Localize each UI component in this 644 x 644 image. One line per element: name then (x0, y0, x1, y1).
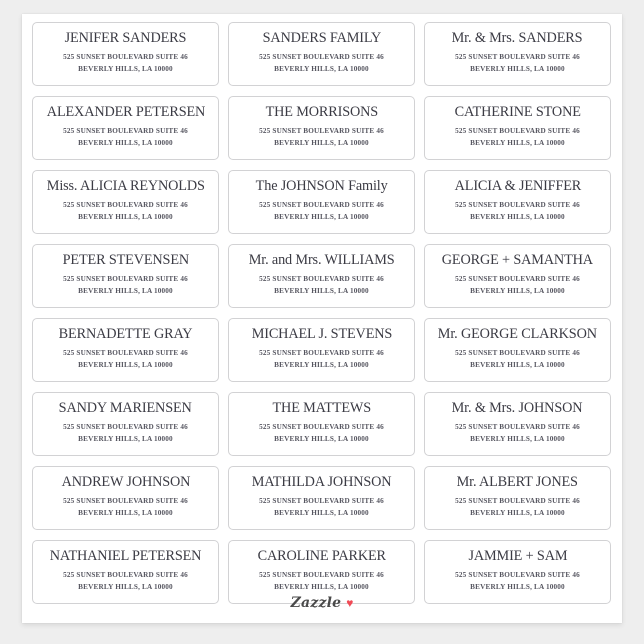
label-recipient-name: CATHERINE STONE (454, 103, 581, 120)
label-recipient-name: THE MATTEWS (272, 399, 371, 416)
address-label-card[interactable] (32, 244, 219, 308)
address-label-card[interactable] (424, 392, 611, 456)
address-label-card[interactable] (424, 170, 611, 234)
label-address-line-2: BEVERLY HILLS, LA 10000 (274, 434, 369, 443)
label-address-line-2: BEVERLY HILLS, LA 10000 (78, 138, 173, 147)
address-label-card[interactable] (32, 392, 219, 456)
address-label-card[interactable] (228, 244, 415, 308)
label-address-line-2: BEVERLY HILLS, LA 10000 (78, 64, 173, 73)
label-address-line-2: BEVERLY HILLS, LA 10000 (78, 212, 173, 221)
label-address (63, 52, 188, 75)
label-recipient-name: THE MORRISONS (265, 103, 378, 120)
address-label-card[interactable] (32, 318, 219, 382)
label-address-line-2: BEVERLY HILLS, LA 10000 (470, 286, 565, 295)
label-address-line-1: 525 SUNSET BOULEVARD SUITE 46 (63, 201, 188, 210)
label-address (259, 126, 384, 149)
label-recipient-name: Mr. and Mrs. WILLIAMS (248, 251, 395, 268)
label-address (259, 496, 384, 519)
label-address-line-1: 525 SUNSET BOULEVARD SUITE 46 (259, 275, 384, 284)
label-address (455, 200, 580, 223)
label-address-line-2: BEVERLY HILLS, LA 10000 (274, 138, 369, 147)
label-address-line-1: 525 SUNSET BOULEVARD SUITE 46 (259, 423, 384, 432)
label-address (455, 274, 580, 297)
label-recipient-name: BERNADETTE GRAY (58, 325, 193, 342)
label-address-line-1: 525 SUNSET BOULEVARD SUITE 46 (455, 127, 580, 136)
address-label-card[interactable] (424, 96, 611, 160)
label-address (455, 422, 580, 445)
label-address (259, 200, 384, 223)
label-recipient-name: Miss. ALICIA REYNOLDS (46, 177, 205, 194)
address-label-card[interactable] (228, 96, 415, 160)
label-address-line-1: 525 SUNSET BOULEVARD SUITE 46 (259, 349, 384, 358)
zazzle-logo: Zazzle (290, 595, 342, 611)
label-recipient-name: PETER STEVENSEN (62, 251, 189, 268)
label-address-line-2: BEVERLY HILLS, LA 10000 (274, 212, 369, 221)
label-address-line-1: 525 SUNSET BOULEVARD SUITE 46 (63, 349, 188, 358)
label-address (63, 496, 188, 519)
label-address-line-1: 525 SUNSET BOULEVARD SUITE 46 (455, 497, 580, 506)
label-address (455, 126, 580, 149)
label-address-line-1: 525 SUNSET BOULEVARD SUITE 46 (455, 201, 580, 210)
label-address-line-2: BEVERLY HILLS, LA 10000 (470, 64, 565, 73)
label-recipient-name: Mr. & Mrs. JOHNSON (452, 399, 583, 416)
label-address (259, 52, 384, 75)
label-address-line-2: BEVERLY HILLS, LA 10000 (274, 582, 369, 591)
label-recipient-name: ALICIA & JENIFFER (454, 177, 581, 194)
label-address (259, 274, 384, 297)
label-address-line-2: BEVERLY HILLS, LA 10000 (470, 138, 565, 147)
label-address-line-2: BEVERLY HILLS, LA 10000 (78, 434, 173, 443)
address-label-card[interactable] (32, 170, 219, 234)
label-address-line-1: 525 SUNSET BOULEVARD SUITE 46 (455, 53, 580, 62)
label-address-line-2: BEVERLY HILLS, LA 10000 (78, 286, 173, 295)
address-label-card[interactable] (32, 22, 219, 86)
label-address (63, 274, 188, 297)
label-grid (32, 22, 612, 604)
label-address-line-1: 525 SUNSET BOULEVARD SUITE 46 (455, 571, 580, 580)
label-address-line-2: BEVERLY HILLS, LA 10000 (470, 508, 565, 517)
label-recipient-name: SANDY MARIENSEN (58, 399, 193, 416)
address-label-card[interactable] (32, 466, 219, 530)
label-address-line-1: 525 SUNSET BOULEVARD SUITE 46 (63, 423, 188, 432)
label-address-line-1: 525 SUNSET BOULEVARD SUITE 46 (455, 423, 580, 432)
label-address (63, 126, 188, 149)
address-label-card[interactable] (228, 466, 415, 530)
label-address-line-1: 525 SUNSET BOULEVARD SUITE 46 (259, 201, 384, 210)
heart-icon: ♥ (346, 596, 354, 610)
label-address-line-1: 525 SUNSET BOULEVARD SUITE 46 (63, 275, 188, 284)
label-address-line-2: BEVERLY HILLS, LA 10000 (78, 582, 173, 591)
label-address-line-2: BEVERLY HILLS, LA 10000 (470, 434, 565, 443)
label-recipient-name: Mr. ALBERT JONES (456, 473, 579, 490)
address-label-card[interactable] (424, 318, 611, 382)
address-label-card[interactable] (32, 96, 219, 160)
label-address-line-2: BEVERLY HILLS, LA 10000 (78, 508, 173, 517)
label-recipient-name: JENIFER SANDERS (64, 29, 187, 46)
address-label-card[interactable] (424, 244, 611, 308)
label-address-line-1: 525 SUNSET BOULEVARD SUITE 46 (63, 571, 188, 580)
label-recipient-name: ANDREW JOHNSON (61, 473, 190, 490)
label-address-line-2: BEVERLY HILLS, LA 10000 (470, 212, 565, 221)
address-label-card[interactable] (228, 170, 415, 234)
address-label-card[interactable] (424, 466, 611, 530)
label-address-line-1: 525 SUNSET BOULEVARD SUITE 46 (63, 497, 188, 506)
label-recipient-name: MATHILDA JOHNSON (251, 473, 392, 490)
label-address (455, 496, 580, 519)
label-address-line-2: BEVERLY HILLS, LA 10000 (470, 582, 565, 591)
label-address (259, 422, 384, 445)
label-address-line-1: 525 SUNSET BOULEVARD SUITE 46 (63, 53, 188, 62)
label-address-line-2: BEVERLY HILLS, LA 10000 (470, 360, 565, 369)
label-recipient-name: ALEXANDER PETERSEN (46, 103, 205, 120)
label-address-line-2: BEVERLY HILLS, LA 10000 (274, 360, 369, 369)
label-address-line-2: BEVERLY HILLS, LA 10000 (274, 64, 369, 73)
label-recipient-name: SANDERS FAMILY (262, 29, 381, 46)
label-address (63, 348, 188, 371)
label-recipient-name: CAROLINE PARKER (257, 547, 386, 564)
footer-branding (22, 583, 622, 623)
label-recipient-name: NATHANIEL PETERSEN (49, 547, 202, 564)
label-address-line-1: 525 SUNSET BOULEVARD SUITE 46 (259, 497, 384, 506)
label-address (63, 200, 188, 223)
label-recipient-name: Mr. & Mrs. SANDERS (452, 29, 583, 46)
address-label-card[interactable] (228, 392, 415, 456)
label-address-line-1: 525 SUNSET BOULEVARD SUITE 46 (259, 53, 384, 62)
address-label-card[interactable] (228, 318, 415, 382)
label-address (455, 348, 580, 371)
label-sheet (22, 14, 622, 623)
label-address-line-2: BEVERLY HILLS, LA 10000 (78, 360, 173, 369)
label-recipient-name: GEORGE + SAMANTHA (441, 251, 594, 268)
label-address-line-1: 525 SUNSET BOULEVARD SUITE 46 (259, 571, 384, 580)
label-address (63, 422, 188, 445)
label-recipient-name: MICHAEL J. STEVENS (251, 325, 392, 342)
label-address (259, 348, 384, 371)
label-recipient-name: JAMMIE + SAM (468, 547, 567, 564)
label-address (455, 52, 580, 75)
label-address-line-2: BEVERLY HILLS, LA 10000 (274, 286, 369, 295)
label-address-line-1: 525 SUNSET BOULEVARD SUITE 46 (455, 349, 580, 358)
label-address-line-1: 525 SUNSET BOULEVARD SUITE 46 (63, 127, 188, 136)
address-label-card[interactable] (424, 22, 611, 86)
label-address-line-2: BEVERLY HILLS, LA 10000 (274, 508, 369, 517)
label-recipient-name: The JOHNSON Family (255, 177, 388, 194)
address-label-card[interactable] (228, 22, 415, 86)
label-address-line-1: 525 SUNSET BOULEVARD SUITE 46 (259, 127, 384, 136)
label-recipient-name: Mr. GEORGE CLARKSON (437, 325, 598, 342)
label-address-line-1: 525 SUNSET BOULEVARD SUITE 46 (455, 275, 580, 284)
